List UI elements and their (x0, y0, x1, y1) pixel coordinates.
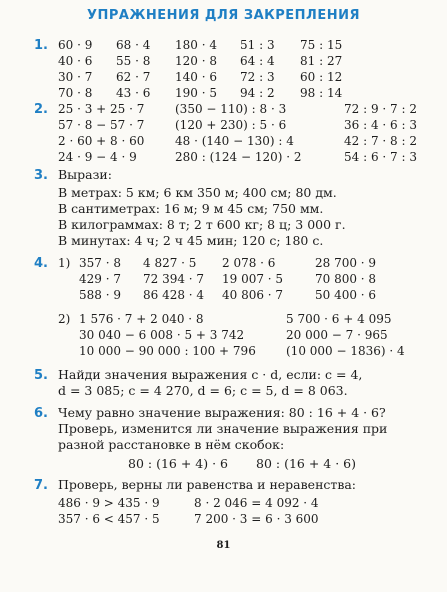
page-number: 81 (216, 540, 231, 551)
expression: 80 : (16 + 4 · 6) (256, 456, 356, 471)
expression: 7 200 · 3 = 6 · 3 600 (194, 512, 319, 526)
page-title: УПРАЖНЕНИЯ ДЛЯ ЗАКРЕПЛЕНИЯ (86, 8, 361, 23)
expression: 30 040 − 6 008 · 5 + 3 742 (79, 328, 245, 342)
exercise-number-6: 6. (34, 406, 48, 421)
expression: 64 : 4 (240, 54, 275, 68)
exercise-3-intro: Вырази: (58, 167, 112, 182)
part-2-label: 2) (58, 312, 71, 326)
expression: 72 394 · 7 (143, 272, 205, 286)
expression: (350 − 110) : 8 · 3 (175, 102, 287, 116)
exercise-number-4: 4. (34, 256, 48, 271)
expression: 2 078 · 6 (222, 256, 276, 270)
expression: 60 : 12 (300, 70, 343, 84)
exercise-6-line: Чему равно значение выражения: 80 : 16 + 4 · 6? (58, 405, 386, 420)
expression: 2 · 60 + 8 · 60 (58, 134, 145, 148)
expression: 72 : 3 (240, 70, 275, 84)
expression: 19 007 · 5 (222, 272, 284, 286)
expression: 30 · 7 (58, 70, 93, 84)
expression: (120 + 230) : 5 · 6 (175, 118, 287, 132)
expression: 357 · 8 (79, 256, 121, 270)
expression: 140 · 6 (175, 70, 217, 84)
expression: 86 428 · 4 (143, 288, 205, 302)
exercise-6-line: разной расстановке в нём скобок: (58, 437, 285, 452)
expression: 429 · 7 (79, 272, 121, 286)
exercise-3-line: В минутах: 4 ч; 2 ч 45 мин; 120 с; 180 с. (58, 233, 324, 248)
expression: 70 · 8 (58, 86, 93, 100)
expression: 36 : 4 · 6 : 3 (344, 118, 417, 132)
expression: 62 · 7 (116, 70, 151, 84)
expression: 40 · 6 (58, 54, 93, 68)
expression: 42 : 7 · 8 : 2 (344, 134, 417, 148)
expression: 5 700 · 6 + 4 095 (286, 312, 392, 326)
expression: 81 : 27 (300, 54, 343, 68)
expression: 357 · 6 < 457 · 5 (58, 512, 160, 526)
expression: 25 · 3 + 25 · 7 (58, 102, 145, 116)
expression: 98 : 14 (300, 86, 343, 100)
exercise-number-2: 2. (34, 102, 48, 117)
exercise-number-7: 7. (34, 478, 48, 493)
expression: 43 · 6 (116, 86, 151, 100)
expression: 70 800 · 8 (315, 272, 377, 286)
expression: 75 : 15 (300, 38, 343, 52)
expression: 190 · 5 (175, 86, 217, 100)
expression: 20 000 − 7 · 965 (286, 328, 388, 342)
expression: 1 576 · 7 + 2 040 · 8 (79, 312, 204, 326)
expression: 8 · 2 046 = 4 092 · 4 (194, 496, 319, 510)
exercise-6-line: Проверь, изменится ли значение выражения при (58, 421, 388, 436)
expression: 57 · 8 − 57 · 7 (58, 118, 145, 132)
expression: 68 · 4 (116, 38, 151, 52)
expression: 60 · 9 (58, 38, 93, 52)
exercise-number-1: 1. (34, 38, 48, 53)
exercise-number-3: 3. (34, 168, 48, 183)
expression: 54 : 6 · 7 : 3 (344, 150, 417, 164)
expression: 80 : (16 + 4) · 6 (128, 456, 228, 471)
expression: 486 · 9 > 435 · 9 (58, 496, 160, 510)
expression: 94 : 2 (240, 86, 275, 100)
exercise-5-line: d = 3 085; c = 4 270, d = 6; c = 5, d = 8 063. (58, 383, 348, 398)
exercise-3-line: В метрах: 5 км; 6 км 350 м; 400 см; 80 дм. (58, 185, 337, 200)
expression: 55 · 8 (116, 54, 151, 68)
expression: 24 · 9 − 4 · 9 (58, 150, 137, 164)
part-1-label: 1) (58, 256, 71, 270)
exercise-3-line: В сантиметрах: 16 м; 9 м 45 см; 750 мм. (58, 201, 324, 216)
expression: 48 · (140 − 130) : 4 (175, 134, 294, 148)
expression: 10 000 − 90 000 : 100 + 796 (79, 344, 256, 358)
expression: 120 · 8 (175, 54, 217, 68)
exercise-5-line: Найди значения выражения c · d, если: c = 4, (58, 367, 363, 382)
expression: 588 · 9 (79, 288, 121, 302)
expression: 280 : (124 − 120) · 2 (175, 150, 302, 164)
expression: 51 : 3 (240, 38, 275, 52)
expression: 28 700 · 9 (315, 256, 377, 270)
expression: 72 : 9 · 7 : 2 (344, 102, 417, 116)
exercise-number-5: 5. (34, 368, 48, 383)
expression: 40 806 · 7 (222, 288, 284, 302)
expression: (10 000 − 1836) · 4 (286, 344, 405, 358)
expression: 50 400 · 6 (315, 288, 377, 302)
exercise-3-line: В килограммах: 8 т; 2 т 600 кг; 8 ц; 3 000 г. (58, 217, 346, 232)
exercise-7-intro: Проверь, верны ли равенства и неравенства: (58, 477, 357, 492)
expression: 4 827 · 5 (143, 256, 197, 270)
expression: 180 · 4 (175, 38, 217, 52)
